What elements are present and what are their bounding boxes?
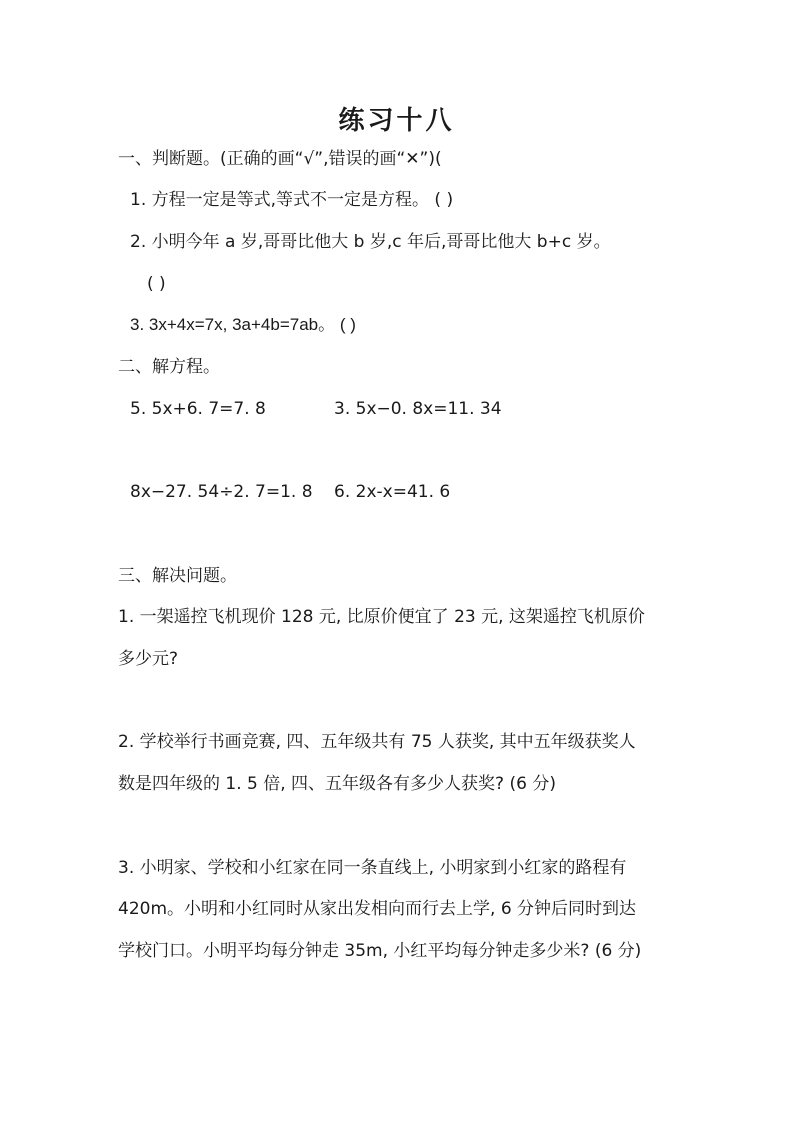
problem-3-line-2: 420m。小明和小红同时从家出发相向而行去上学, 6 分钟后同时到达 (118, 899, 637, 919)
judge-item-2-answer-blank: ( ) (147, 274, 166, 294)
section-1-heading: 一、判断题。(正确的画“√”,错误的画“✕”)( (118, 149, 442, 169)
equation-4: 6. 2x-x=41. 6 (334, 482, 451, 502)
judge-item-2: 2. 小明今年 a 岁,哥哥比他大 b 岁,c 年后,哥哥比他大 b+c 岁。 (130, 232, 611, 252)
judge-item-3: 3. 3x+4x=7x, 3a+4b=7ab。 ( ) (130, 315, 356, 334)
equation-3: 8x−27. 54÷2. 7=1. 8 (130, 482, 313, 502)
equation-1: 5. 5x+6. 7=7. 8 (130, 399, 266, 419)
problem-1-line-2: 多少元? (118, 649, 179, 669)
problem-3-line-3: 学校门口。小明平均每分钟走 35m, 小红平均每分钟走多少米? (6 分) (118, 941, 642, 961)
problem-2-line-1: 2. 学校举行书画竞赛, 四、五年级共有 75 人获奖, 其中五年级获奖人 (118, 732, 636, 752)
judge-item-1: 1. 方程一定是等式,等式不一定是方程。 ( ) (130, 190, 454, 210)
problem-3-line-1: 3. 小明家、学校和小红家在同一条直线上, 小明家到小红家的路程有 (118, 858, 627, 878)
problem-2-line-2: 数是四年级的 1. 5 倍, 四、五年级各有多少人获奖? (6 分) (118, 774, 556, 794)
section-3-heading: 三、解决问题。 (118, 566, 237, 586)
section-2-heading: 二、解方程。 (118, 357, 220, 377)
problem-1-line-1: 1. 一架遥控飞机现价 128 元, 比原价便宜了 23 元, 这架遥控飞机原价 (118, 607, 645, 627)
page-title: 练习十八 (338, 106, 455, 136)
equation-2: 3. 5x−0. 8x=11. 34 (334, 399, 502, 419)
